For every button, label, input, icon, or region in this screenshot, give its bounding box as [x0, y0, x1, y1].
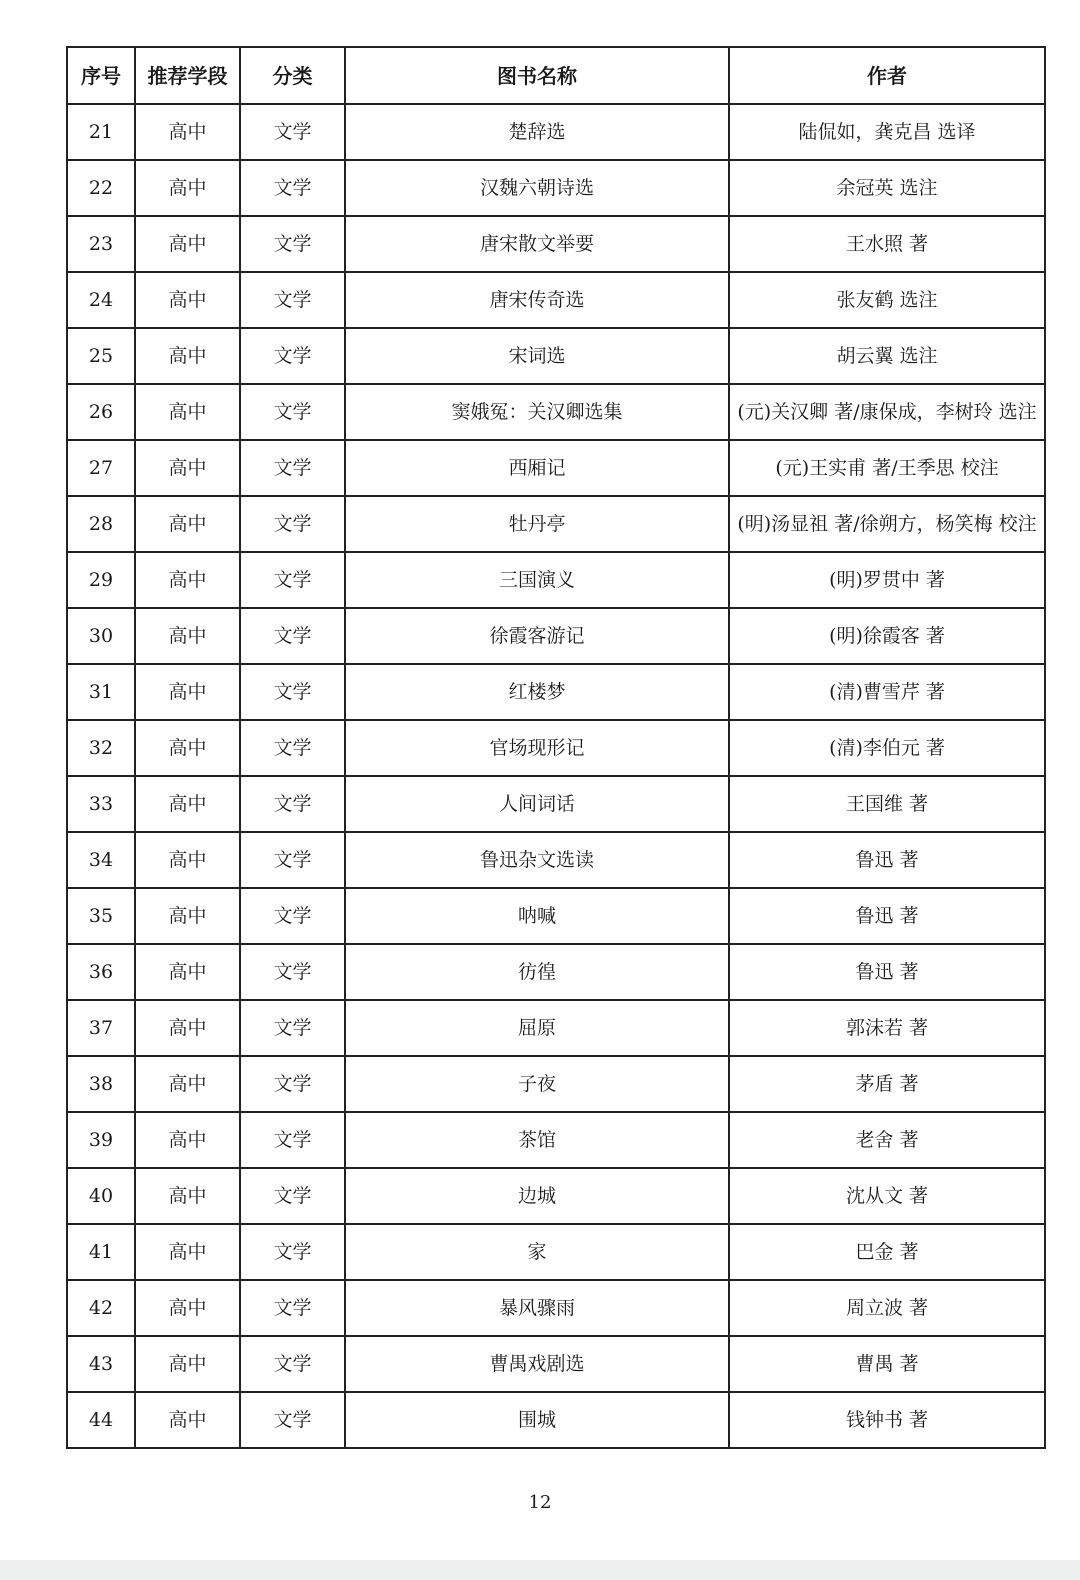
cell-title: 鲁迅杂文选读	[345, 832, 729, 888]
cell-category: 文学	[240, 1112, 345, 1168]
cell-index: 35	[67, 888, 135, 944]
cell-title: 三国演义	[345, 552, 729, 608]
table-row	[67, 832, 1045, 888]
cell-stage: 高中	[135, 1224, 240, 1280]
cell-title: 牡丹亭	[345, 496, 729, 552]
cell-stage: 高中	[135, 440, 240, 496]
table-row	[67, 328, 1045, 384]
cell-title: 子夜	[345, 1056, 729, 1112]
table-row	[67, 1280, 1045, 1336]
cell-index: 24	[67, 272, 135, 328]
cell-index: 36	[67, 944, 135, 1000]
cell-stage: 高中	[135, 1280, 240, 1336]
cell-title: 唐宋散文举要	[345, 216, 729, 272]
table-row	[67, 944, 1045, 1000]
cell-title: 窦娥冤：关汉卿选集	[345, 384, 729, 440]
cell-stage: 高中	[135, 160, 240, 216]
table-row	[67, 1392, 1045, 1448]
cell-index: 38	[67, 1056, 135, 1112]
cell-index: 23	[67, 216, 135, 272]
cell-title: 徐霞客游记	[345, 608, 729, 664]
cell-title: 家	[345, 1224, 729, 1280]
cell-title: 暴风骤雨	[345, 1280, 729, 1336]
cell-stage: 高中	[135, 1392, 240, 1448]
cell-index: 37	[67, 1000, 135, 1056]
cell-category: 文学	[240, 1056, 345, 1112]
cell-category: 文学	[240, 440, 345, 496]
cell-title: 围城	[345, 1392, 729, 1448]
cell-title: 楚辞选	[345, 104, 729, 160]
cell-stage: 高中	[135, 1000, 240, 1056]
footer-strip	[0, 1560, 1080, 1580]
table-row	[67, 216, 1045, 272]
table-row	[67, 776, 1045, 832]
cell-author: 鲁迅 著	[729, 832, 1045, 888]
cell-stage: 高中	[135, 216, 240, 272]
cell-author: 王水照 著	[729, 216, 1045, 272]
cell-stage: 高中	[135, 664, 240, 720]
cell-author: 鲁迅 著	[729, 888, 1045, 944]
cell-title: 边城	[345, 1168, 729, 1224]
cell-index: 34	[67, 832, 135, 888]
cell-author: 余冠英 选注	[729, 160, 1045, 216]
header-stage: 推荐学段	[135, 47, 240, 104]
cell-index: 33	[67, 776, 135, 832]
page-number: 12	[528, 1492, 552, 1513]
cell-index: 42	[67, 1280, 135, 1336]
cell-category: 文学	[240, 944, 345, 1000]
cell-author: (元)王实甫 著/王季思 校注	[729, 440, 1045, 496]
cell-stage: 高中	[135, 272, 240, 328]
cell-author: 茅盾 著	[729, 1056, 1045, 1112]
table-row	[67, 1112, 1045, 1168]
cell-stage: 高中	[135, 496, 240, 552]
table-row	[67, 160, 1045, 216]
cell-title: 人间词话	[345, 776, 729, 832]
cell-author: (元)关汉卿 著/康保成，李树玲 选注	[729, 384, 1045, 440]
cell-index: 27	[67, 440, 135, 496]
cell-index: 32	[67, 720, 135, 776]
cell-author: 巴金 著	[729, 1224, 1045, 1280]
cell-category: 文学	[240, 216, 345, 272]
cell-author: 王国维 著	[729, 776, 1045, 832]
cell-stage: 高中	[135, 1112, 240, 1168]
header-author: 作者	[729, 47, 1045, 104]
cell-category: 文学	[240, 608, 345, 664]
table-row	[67, 496, 1045, 552]
cell-title: 西厢记	[345, 440, 729, 496]
cell-category: 文学	[240, 328, 345, 384]
cell-stage: 高中	[135, 1168, 240, 1224]
table-row	[67, 552, 1045, 608]
cell-author: 周立波 著	[729, 1280, 1045, 1336]
cell-stage: 高中	[135, 944, 240, 1000]
header-index: 序号	[67, 47, 135, 104]
cell-title: 屈原	[345, 1000, 729, 1056]
table-row	[67, 1224, 1045, 1280]
table-row	[67, 664, 1045, 720]
cell-title: 彷徨	[345, 944, 729, 1000]
cell-index: 40	[67, 1168, 135, 1224]
cell-index: 22	[67, 160, 135, 216]
table-row	[67, 608, 1045, 664]
cell-stage: 高中	[135, 552, 240, 608]
header-category: 分类	[240, 47, 345, 104]
cell-category: 文学	[240, 272, 345, 328]
cell-author: 陆侃如，龚克昌 选译	[729, 104, 1045, 160]
cell-title: 呐喊	[345, 888, 729, 944]
table-row	[67, 384, 1045, 440]
table-row	[67, 1336, 1045, 1392]
table-header-row	[67, 47, 1045, 104]
cell-index: 30	[67, 608, 135, 664]
cell-category: 文学	[240, 496, 345, 552]
cell-index: 26	[67, 384, 135, 440]
cell-stage: 高中	[135, 1336, 240, 1392]
cell-title: 宋词选	[345, 328, 729, 384]
cell-stage: 高中	[135, 720, 240, 776]
cell-author: 钱钟书 著	[729, 1392, 1045, 1448]
cell-stage: 高中	[135, 104, 240, 160]
cell-index: 31	[67, 664, 135, 720]
cell-index: 28	[67, 496, 135, 552]
cell-title: 唐宋传奇选	[345, 272, 729, 328]
cell-stage: 高中	[135, 1056, 240, 1112]
cell-category: 文学	[240, 776, 345, 832]
cell-index: 21	[67, 104, 135, 160]
cell-author: (清)曹雪芹 著	[729, 664, 1045, 720]
table-row	[67, 1000, 1045, 1056]
cell-category: 文学	[240, 1336, 345, 1392]
cell-author: (清)李伯元 著	[729, 720, 1045, 776]
cell-author: 张友鹤 选注	[729, 272, 1045, 328]
cell-author: 鲁迅 著	[729, 944, 1045, 1000]
cell-category: 文学	[240, 1392, 345, 1448]
table-row	[67, 888, 1045, 944]
table-row	[67, 720, 1045, 776]
cell-stage: 高中	[135, 832, 240, 888]
cell-index: 41	[67, 1224, 135, 1280]
cell-category: 文学	[240, 384, 345, 440]
cell-title: 红楼梦	[345, 664, 729, 720]
cell-author: 胡云翼 选注	[729, 328, 1045, 384]
header-title: 图书名称	[345, 47, 729, 104]
table-row	[67, 272, 1045, 328]
cell-author: (明)汤显祖 著/徐朔方，杨笑梅 校注	[729, 496, 1045, 552]
cell-author: 老舍 著	[729, 1112, 1045, 1168]
cell-stage: 高中	[135, 328, 240, 384]
cell-stage: 高中	[135, 888, 240, 944]
cell-title: 茶馆	[345, 1112, 729, 1168]
cell-author: 曹禺 著	[729, 1336, 1045, 1392]
cell-index: 29	[67, 552, 135, 608]
cell-category: 文学	[240, 104, 345, 160]
book-list-table	[66, 46, 1046, 1449]
cell-stage: 高中	[135, 608, 240, 664]
cell-index: 25	[67, 328, 135, 384]
cell-category: 文学	[240, 720, 345, 776]
table-body	[67, 104, 1045, 1448]
cell-category: 文学	[240, 888, 345, 944]
cell-index: 44	[67, 1392, 135, 1448]
table-row	[67, 1168, 1045, 1224]
cell-title: 官场现形记	[345, 720, 729, 776]
cell-category: 文学	[240, 1000, 345, 1056]
cell-index: 43	[67, 1336, 135, 1392]
cell-category: 文学	[240, 1168, 345, 1224]
cell-author: 郭沫若 著	[729, 1000, 1045, 1056]
cell-author: (明)徐霞客 著	[729, 608, 1045, 664]
cell-title: 曹禺戏剧选	[345, 1336, 729, 1392]
cell-category: 文学	[240, 664, 345, 720]
table-row	[67, 440, 1045, 496]
cell-category: 文学	[240, 832, 345, 888]
cell-stage: 高中	[135, 776, 240, 832]
table-row	[67, 1056, 1045, 1112]
cell-index: 39	[67, 1112, 135, 1168]
cell-title: 汉魏六朝诗选	[345, 160, 729, 216]
cell-category: 文学	[240, 552, 345, 608]
cell-category: 文学	[240, 1224, 345, 1280]
cell-category: 文学	[240, 1280, 345, 1336]
table-row	[67, 104, 1045, 160]
cell-stage: 高中	[135, 384, 240, 440]
cell-author: 沈从文 著	[729, 1168, 1045, 1224]
cell-author: (明)罗贯中 著	[729, 552, 1045, 608]
cell-category: 文学	[240, 160, 345, 216]
